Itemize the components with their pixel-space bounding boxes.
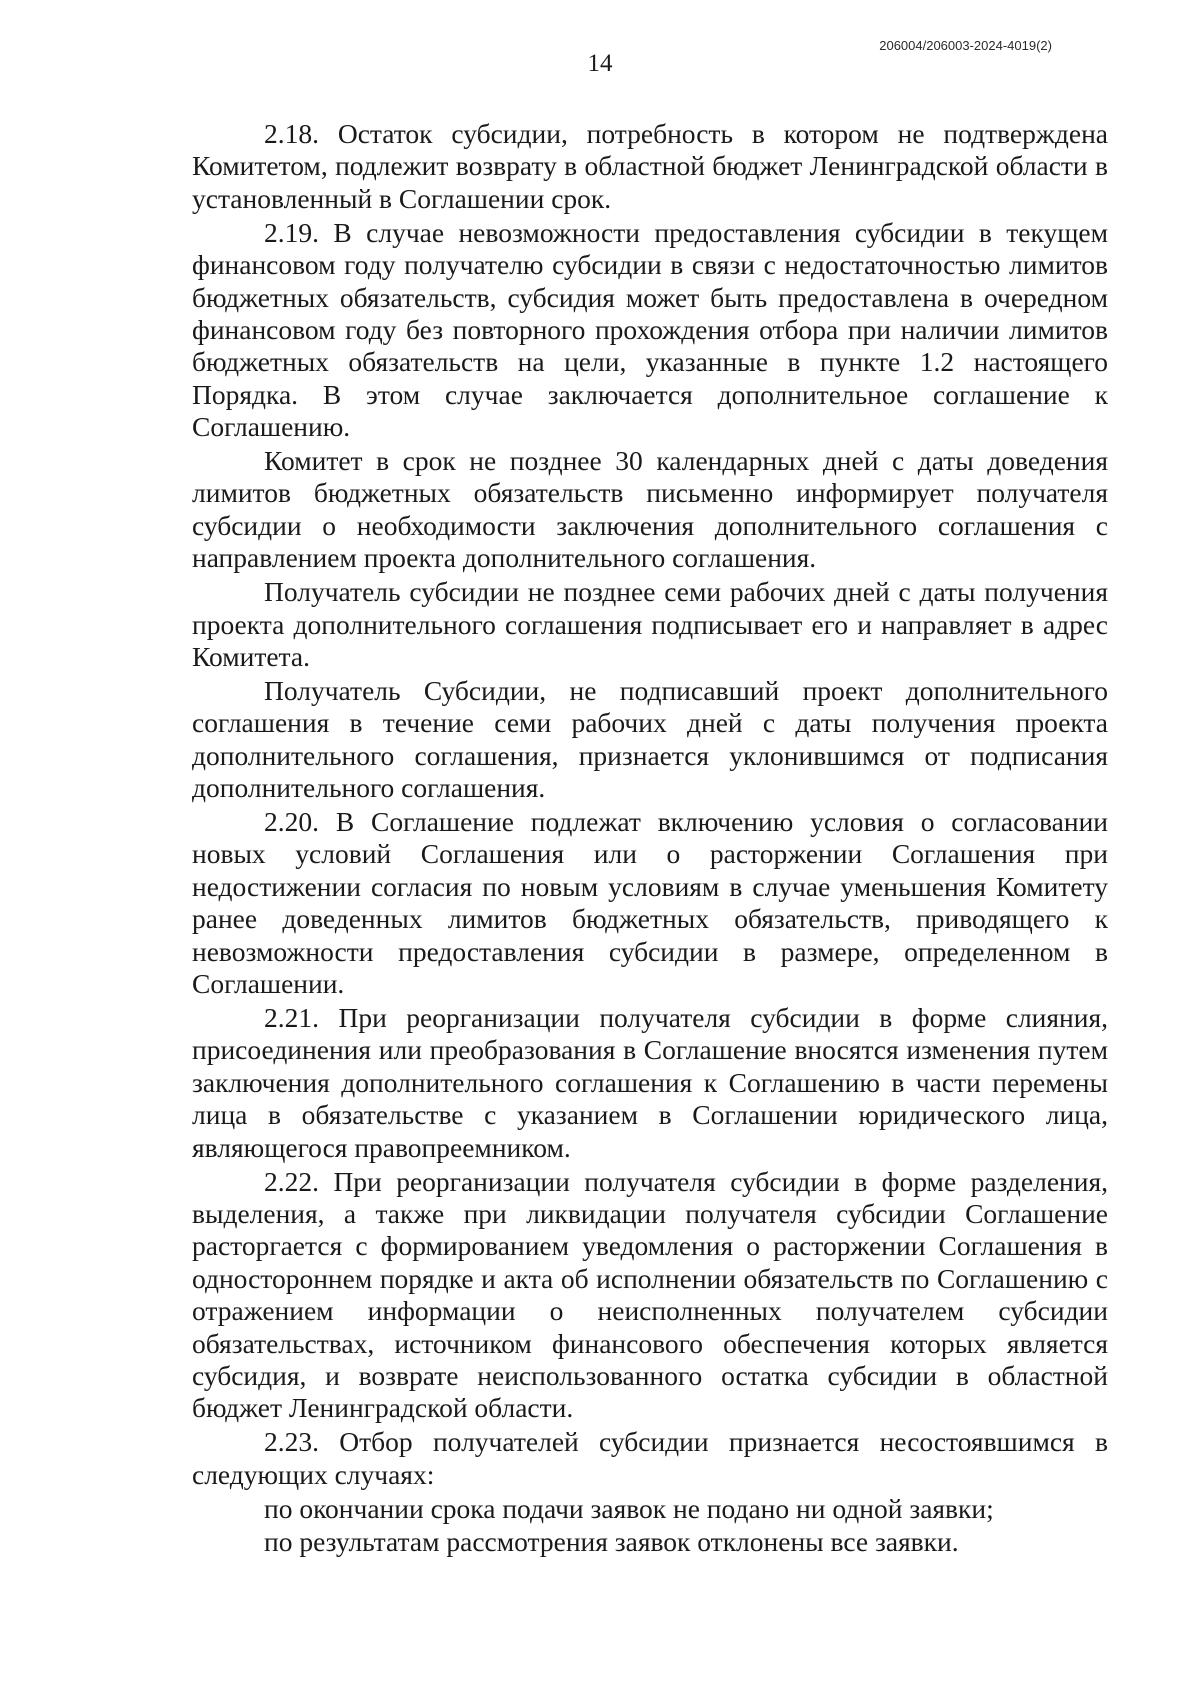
paragraph-2-19: 2.19. В случае невозможности предоставления субсидии в текущем финансовом году получателю субсидии в связи с недостаточностью лимитов бюджетных обязательств, субсидия может быть предоставлена в очередном финансовом году без повторного прохождения отбора при наличии лимитов бюджетных обязательств на цели, указанные в пункте 1.2 настоящего Порядка. В этом случае заключается дополнительное соглашение к Соглашению. xyxy=(192,216,1108,443)
document-body xyxy=(192,118,1108,1560)
paragraph-2-21: 2.21. При реорганизации получателя субсидии в форме слияния, присоединения или преобразования в Соглашение вносятся изменения путем заключения дополнительного соглашения к Соглашению в части перемены лица в обязательстве с указанием в Соглашении юридического лица, являющегося правопреемником. xyxy=(192,1001,1108,1163)
page-number: 14 xyxy=(587,50,613,77)
list-item-no-applications: по окончании срока подачи заявок не подано ни одной заявки; xyxy=(264,1492,994,1524)
list-item-all-rejected: по результатам рассмотрения заявок отклонены все заявки. xyxy=(264,1526,959,1558)
paragraph-2-23: 2.23. Отбор получателей субсидии признается несостоявшимся в следующих случаях: xyxy=(192,1426,1108,1490)
paragraph-2-22: 2.22. При реорганизации получателя субсидии в форме разделения, выделения, а также при ликвидации получателя субсидии Соглашение расторгается с формированием уведомления о расторжении Соглашения в одностороннем порядке и акта об исполнении обязательств по Соглашению с отражением информации о неисполненных получателем субсидии обязательствах, источником финансового обеспечения которых является субсидия, и возврате неиспользованного остатка субсидии в областной бюджет Ленинградской области. xyxy=(192,1165,1108,1424)
paragraph-recipient-signs: Получатель субсидии не позднее семи рабочих дней с даты получения проекта дополнительного соглашения подписывает его и направляет в адрес Комитета. xyxy=(192,576,1108,672)
paragraph-recipient-evades: Получатель Субсидии, не подписавший проект дополнительного соглашения в течение семи рабочих дней с даты получения проекта дополнительного соглашения, признается уклонившимся от подписания дополнительного соглашения. xyxy=(192,674,1108,804)
paragraph-2-18: 2.18. Остаток субсидии, потребность в котором не подтверждена Комитетом, подлежит возврату в областной бюджет Ленинградской области в установленный в Соглашении срок. xyxy=(192,118,1108,214)
document-code: 206004/206003-2024-4019(2) xyxy=(879,38,1052,53)
paragraph-committee-notice: Комитет в срок не позднее 30 календарных дней с даты доведения лимитов бюджетных обязательств письменно информирует получателя субсидии о необходимости заключения дополнительного соглашения с направлением проекта дополнительного соглашения. xyxy=(192,445,1108,574)
paragraph-2-20: 2.20. В Соглашение подлежат включению условия о согласовании новых условий Соглашения или о расторжении Соглашения при недостижении согласия по новым условиям в случае уменьшения Комитету ранее доведенных лимитов бюджетных обязательств, приводящего к невозможности предоставления субсидии в размере, определенном в Соглашении. xyxy=(192,806,1108,1000)
